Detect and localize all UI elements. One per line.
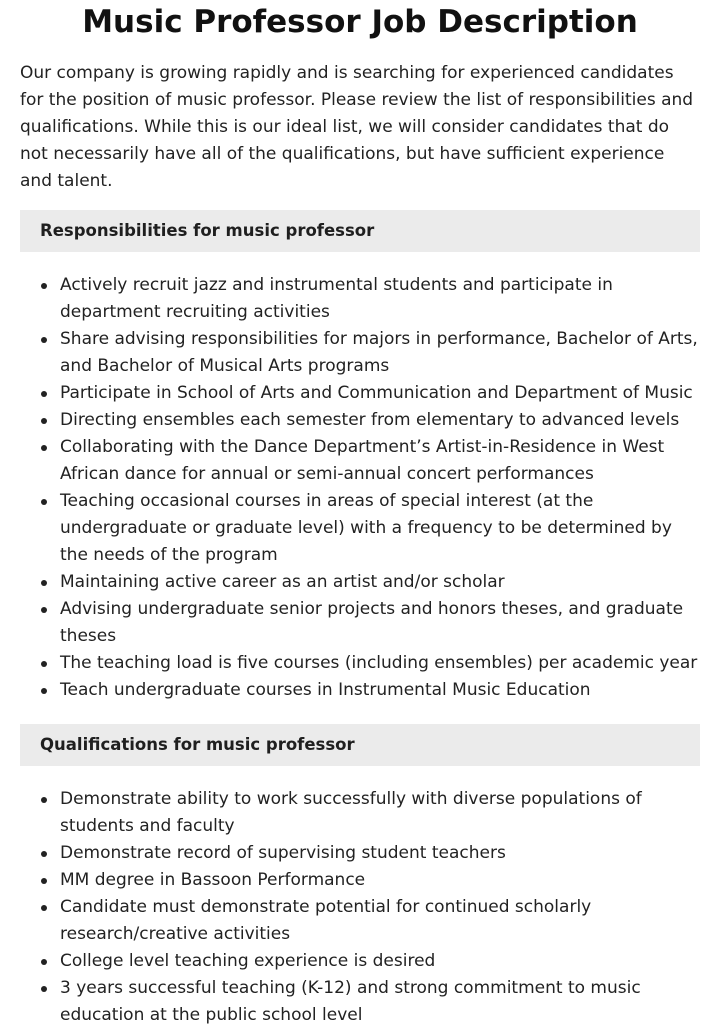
list-item: Teaching occasional courses in areas of special interest (at the undergraduate or graduate level) with a frequency to be determined by the needs of the program	[20, 488, 700, 569]
list-item: Share advising responsibilities for majors in performance, Bachelor of Arts, and Bachelor of Musical Arts programs	[20, 326, 700, 380]
intro-paragraph: Our company is growing rapidly and is searching for experienced candidates for the position of music professor. Please review the list of responsibilities and qualifications. While this is our ideal list, we will consider candidates that do not necessarily have all of the qualifications, but have sufficient experience and talent.	[20, 63, 694, 191]
responsibilities-heading: Responsibilities for music professor	[20, 210, 700, 252]
list-item: Advising undergraduate senior projects and honors theses, and graduate theses	[20, 596, 700, 650]
qualifications-heading: Qualifications for music professor	[20, 724, 700, 766]
list-item: Directing ensembles each semester from elementary to advanced levels	[20, 407, 700, 434]
list-item: Actively recruit jazz and instrumental students and participate in department recruiting activities	[20, 272, 700, 326]
qualifications-list	[20, 786, 700, 1029]
list-item: Candidate must demonstrate potential for continued scholarly research/creative activities	[20, 894, 700, 948]
responsibilities-list	[20, 272, 700, 704]
list-item: Demonstrate record of supervising student teachers	[20, 840, 700, 867]
list-item: Collaborating with the Dance Department’s Artist-in-Residence in West African dance for annual or semi-annual concert performances	[20, 434, 700, 488]
list-item: Teach undergraduate courses in Instrumental Music Education	[20, 677, 700, 704]
list-item: Maintaining active career as an artist and/or scholar	[20, 569, 700, 596]
page-title: Music Professor Job Description	[82, 4, 638, 40]
list-item: Participate in School of Arts and Communication and Department of Music	[20, 380, 700, 407]
list-item: 3 years successful teaching (K-12) and strong commitment to music education at the public school level	[20, 975, 700, 1029]
list-item: College level teaching experience is desired	[20, 948, 700, 975]
list-item: MM degree in Bassoon Performance	[20, 867, 700, 894]
list-item: The teaching load is five courses (including ensembles) per academic year	[20, 650, 700, 677]
list-item: Demonstrate ability to work successfully with diverse populations of students and faculty	[20, 786, 700, 840]
